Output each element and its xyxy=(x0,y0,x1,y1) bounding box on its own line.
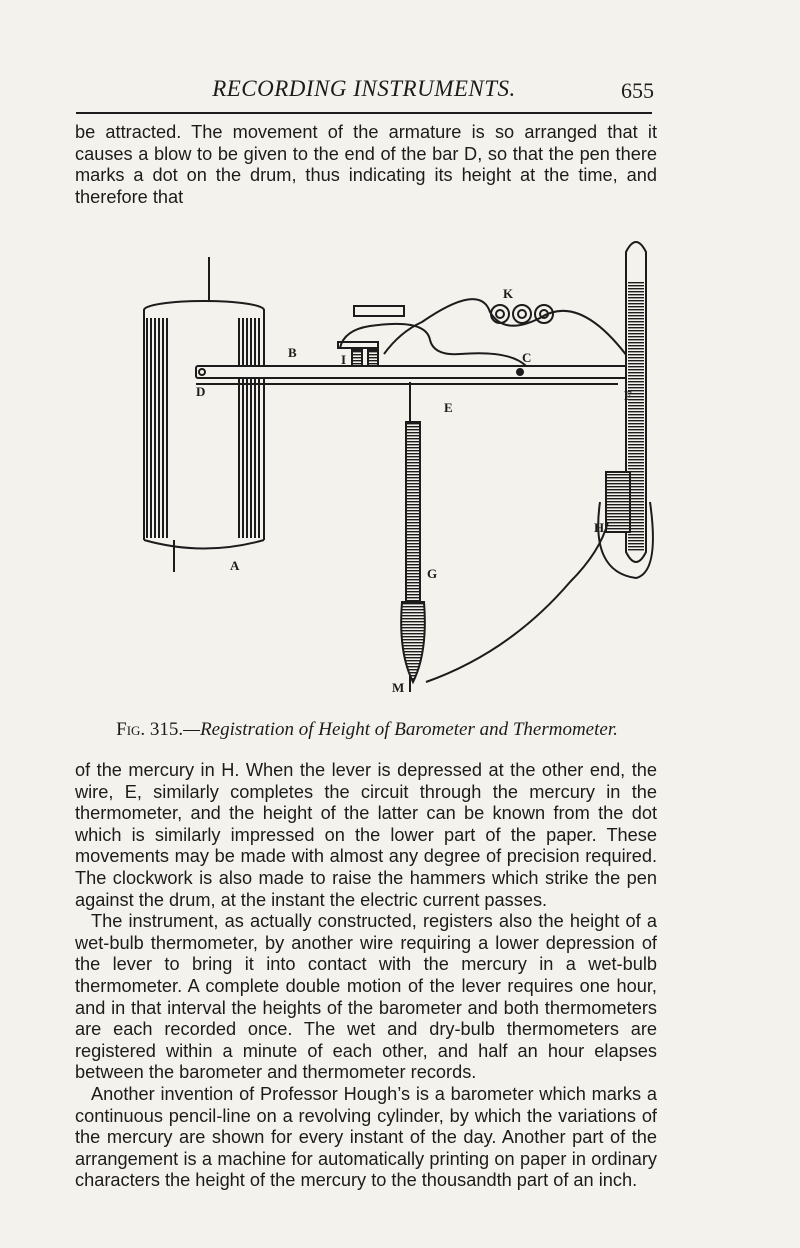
paragraph: be attracted. The movement of the armature is so arranged that it causes a blow to be given to the end of the bar D, so that the pen there marks a dot on the drum, thus indicating its height at the time, and therefore that xyxy=(75,122,657,207)
drum-a xyxy=(144,257,264,572)
label-c: C xyxy=(522,350,532,365)
page-header xyxy=(76,76,652,112)
paragraph: of the mercury in H. When the lever is depressed at the other end, the wire, E, similarly completes the circuit through the mercury in the thermometer, and the height of the latter can be known from the dot which is similarly impressed on the lower part of the paper. These movements may be made with almost any degree of precision required. The clockwork is also made to raise the hammers which strike the pen against the drum, at the instant the electric current passes. xyxy=(75,760,657,910)
body-text-top xyxy=(75,122,657,208)
figure-315 xyxy=(130,222,670,714)
body-text-bottom xyxy=(75,760,657,1192)
figure-caption xyxy=(76,719,658,741)
label-a: A xyxy=(230,558,240,573)
figure-title: —Registration of Height of Barometer and Thermometer. xyxy=(183,719,618,740)
label-h: H xyxy=(594,520,605,535)
label-g: G xyxy=(427,566,438,581)
label-b: B xyxy=(288,345,297,360)
label-k: K xyxy=(503,286,514,301)
page-number: 655 xyxy=(621,78,654,103)
label-f: F xyxy=(624,388,632,403)
header-rule xyxy=(76,112,652,114)
recording-instrument-diagram xyxy=(130,222,670,714)
wire-m xyxy=(426,522,608,682)
label-e: E xyxy=(444,400,453,415)
label-d: D xyxy=(196,384,206,399)
thermometer-g xyxy=(401,382,425,692)
running-head: RECORDING INSTRUMENTS. xyxy=(212,76,516,101)
label-i: I xyxy=(341,352,347,367)
label-m: M xyxy=(392,680,405,695)
paragraph: Another invention of Professor Hough’s is a barometer which marks a continuous pencil-line on a revolving cylinder, by which the variations of the mercury are shown for every instant of the day. Another part of the arrangement is a machine for automatically printing on paper in ordinary characters the height of the mercury to the thousandth part of an inch. xyxy=(75,1083,657,1191)
paragraph: The instrument, as actually constructed, registers also the height of a wet-bulb thermometer, by another wire requiring a lower depression of the lever to bring it into contact with the mercury in a wet-bulb thermometer. A complete double motion of the lever requires one hour, and in that interval the heights of the barometer and both thermometers are each recorded once. The wet and dry-bulb thermometers are registered within a minute of each other, and half an hour elapses between the barometer and thermometer records. xyxy=(75,911,657,1083)
figure-number: Fig. 315. xyxy=(116,719,184,740)
